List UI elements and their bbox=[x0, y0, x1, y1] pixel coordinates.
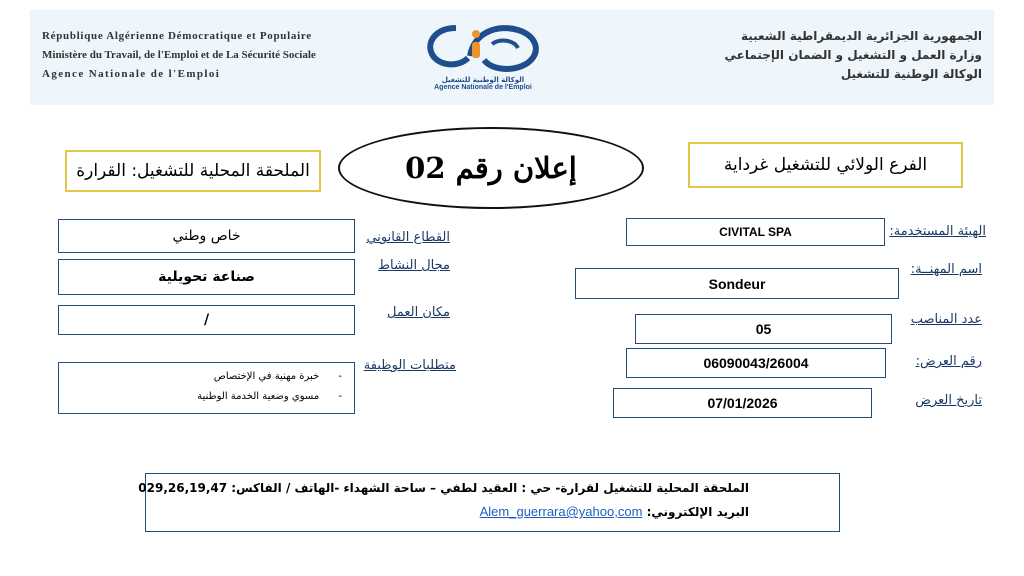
employer-label: الهيئة المستخدمة: bbox=[889, 224, 986, 239]
footer-email-line bbox=[480, 504, 749, 519]
offer-date-label: تاريخ العرض bbox=[915, 393, 982, 408]
employer-value: CIVITAL SPA bbox=[626, 218, 885, 246]
workplace-label: مكان العمل bbox=[387, 305, 450, 320]
requirement-text: خبرة مهنية في الإختصاص bbox=[213, 371, 320, 382]
workplace-value: / bbox=[58, 305, 355, 335]
header-ar-line1: الجمهورية الجزائرية الديمقراطية الشعبية bbox=[740, 29, 982, 43]
offer-date-value: 07/01/2026 bbox=[613, 388, 872, 418]
email-link[interactable]: Alem_guerrara@yahoo,com bbox=[479, 504, 643, 519]
activity-value: صناعة تحويلية bbox=[58, 259, 355, 295]
requirement-item bbox=[214, 371, 342, 382]
local-office-text: الملحقة المحلية للتشغيل: القرارة bbox=[76, 161, 310, 181]
activity-label: مجال النشاط bbox=[378, 258, 450, 273]
announcement-title: إعلان رقم 02 bbox=[405, 151, 577, 185]
header-ar-line3: الوكالة الوطنية للتشغيل bbox=[840, 67, 982, 81]
requirements-label: متطلبات الوظيفة bbox=[363, 358, 456, 373]
legal-sector-value: خاص وطني bbox=[58, 219, 355, 253]
positions-value: 05 bbox=[635, 314, 892, 344]
job-label: اسم المهنــة: bbox=[910, 262, 982, 277]
header-fr-line3: Agence Nationale de l'Emploi bbox=[42, 68, 221, 80]
requirement-text: مسوي وضعية الخدمة الوطنية bbox=[197, 391, 320, 402]
logo-caption-fr: Agence Nationale de l'Emploi bbox=[434, 84, 532, 91]
header-fr-line1: République Algérienne Démocratique et Populaire bbox=[42, 30, 312, 42]
requirements-box bbox=[58, 362, 355, 414]
branch-text: الفرع الولائي للتشغيل غرداية bbox=[723, 155, 928, 175]
local-office-box bbox=[65, 150, 321, 192]
header-fr-line2: Ministère du Travail, de l'Emploi et de La Sécurité Sociale bbox=[42, 49, 316, 61]
bullet-dash-icon: - bbox=[338, 371, 342, 382]
job-value: Sondeur bbox=[575, 268, 899, 299]
requirement-item bbox=[197, 391, 342, 402]
announcement-ellipse bbox=[338, 127, 644, 209]
positions-label: عدد المناصب bbox=[910, 312, 982, 327]
bullet-dash-icon: - bbox=[338, 391, 342, 402]
branch-box bbox=[688, 142, 963, 188]
logo-caption-ar: الوكالة الوطنية للتشغيل bbox=[441, 76, 525, 84]
offer-number-label: رقم العرض: bbox=[915, 354, 982, 369]
offer-number-value: 06090043/26004 bbox=[626, 348, 886, 378]
footer-address: الملحقة المحلية للتشغيل لقرارة- حي : العقيد لطفي – ساحة الشهداء -الهاتف / الفاكس: 029,26,19,47 bbox=[138, 481, 749, 495]
footer-email-label: البريد الإلكتروني: bbox=[646, 505, 749, 519]
footer-contact-box bbox=[138, 473, 840, 532]
header-ar-line2: وزارة العمل و التشغيل و الضمان الإجتماعي bbox=[724, 48, 982, 62]
legal-sector-label: القطاع القانوني bbox=[366, 230, 450, 245]
